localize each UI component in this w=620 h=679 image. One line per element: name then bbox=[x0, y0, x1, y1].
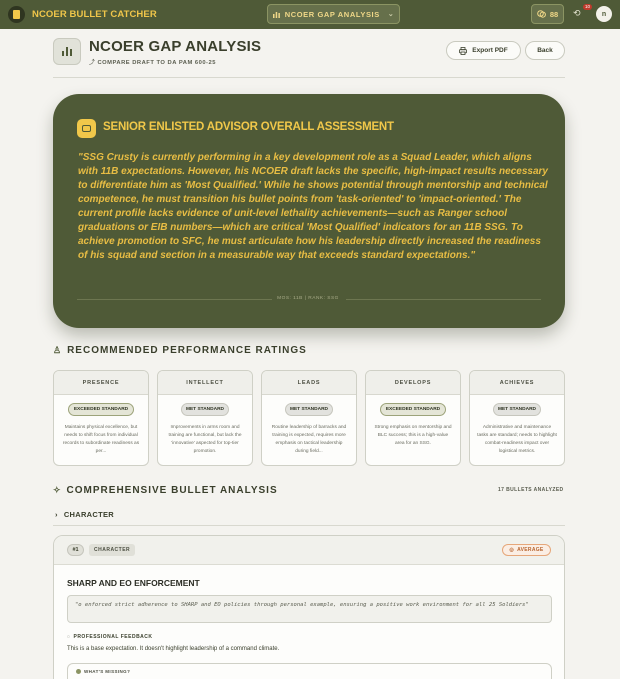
bar-chart-icon bbox=[273, 11, 280, 18]
overall-assessment-card bbox=[53, 94, 565, 328]
rating-card-intellect bbox=[157, 370, 253, 466]
analysis-chart-icon bbox=[53, 38, 81, 65]
rating-card-presence bbox=[53, 370, 149, 466]
feedback-heading bbox=[67, 634, 153, 640]
trend-icon: ⤴ bbox=[89, 60, 96, 66]
assessment-title: SENIOR ENLISTED ADVISOR OVERALL ASSESSMENT bbox=[103, 121, 394, 133]
award-icon: ♙ bbox=[53, 345, 63, 355]
rating-description: Maintains physical excellence, but needs to shift focus from individual records to subordinate readiness as per... bbox=[62, 425, 140, 454]
whats-missing-panel bbox=[67, 663, 552, 679]
notification-badge: 10 bbox=[585, 4, 591, 9]
rating-badge: EXCEEDED STANDARD bbox=[380, 403, 446, 416]
sparkle-icon: ✧ bbox=[53, 485, 62, 495]
ratings-section-heading bbox=[53, 345, 307, 356]
page-subtitle-text: COMPARE DRAFT TO DA PAM 600-25 bbox=[97, 60, 216, 66]
warning-circle-icon: ◎ bbox=[509, 547, 515, 553]
feedback-label: PROFESSIONAL FEEDBACK bbox=[73, 634, 153, 640]
page-subtitle bbox=[89, 57, 216, 66]
export-pdf-label: Export PDF bbox=[472, 47, 508, 54]
bullet-title: SHARP AND EO ENFORCEMENT bbox=[67, 578, 200, 588]
bullet-category-tag: CHARACTER bbox=[89, 544, 135, 556]
category-label: CHARACTER bbox=[63, 510, 115, 519]
rating-badge: MET STANDARD bbox=[285, 403, 333, 416]
category-toggle-character[interactable] bbox=[55, 510, 114, 519]
user-avatar[interactable]: n bbox=[596, 6, 612, 22]
mode-select[interactable] bbox=[267, 4, 400, 24]
chevron-right-icon: › bbox=[55, 510, 58, 519]
chevron-down-icon: ⌄ bbox=[387, 11, 395, 18]
bullet-card bbox=[53, 535, 565, 679]
ratings-section-title: RECOMMENDED PERFORMANCE RATINGS bbox=[67, 345, 307, 356]
rating-description: Strong emphasis on mentorship and BLC success; this is a high-value area for an SSG. bbox=[374, 425, 452, 446]
status-badge bbox=[502, 544, 551, 556]
back-button[interactable] bbox=[525, 41, 565, 60]
message-icon bbox=[77, 119, 96, 138]
app-title[interactable]: NCOER BULLET CATCHER bbox=[32, 9, 157, 20]
bullet-section-title: COMPREHENSIVE BULLET ANALYSIS bbox=[66, 485, 278, 496]
bullets-analyzed-count: 17 BULLETS ANALYZED bbox=[498, 487, 564, 493]
whats-missing-label: WHAT'S MISSING? bbox=[84, 669, 131, 674]
page-title: NCOER GAP ANALYSIS bbox=[89, 38, 262, 55]
credits-button[interactable] bbox=[531, 4, 564, 24]
rating-attribute: ACHIEVES bbox=[470, 371, 564, 395]
rating-description: Administrative and maintenance tasks are standard; needs to highlight combat-readiness impact over logistical metrics. bbox=[477, 425, 557, 454]
feedback-text: This is a base expectation. It doesn't highlight leadership of a command climate. bbox=[67, 646, 280, 652]
rating-attribute: DEVELOPS bbox=[366, 371, 460, 395]
mode-select-label: NCOER GAP ANALYSIS bbox=[284, 9, 380, 19]
divider bbox=[346, 299, 541, 300]
rating-description: Routine leadership of barracks and training is expected, requires more emphasis on tactical leadership during field... bbox=[271, 425, 347, 454]
back-label: Back bbox=[537, 47, 553, 54]
export-pdf-button[interactable] bbox=[446, 41, 521, 60]
rating-attribute: LEADS bbox=[262, 371, 356, 395]
rating-badge: EXCEEDED STANDARD bbox=[68, 403, 134, 416]
assessment-text: "SSG Crusty is currently performing in a key development role as a Squad Leader, which aligns with 11B expectations. However, his NCOER draft lacks the specific, high-impact results necessary to differentiate him as 'Most Qualified.' While he shows potential through mentorship and technical competence, he must transition his bullet points from 'task-oriented' to 'impact-oriented.' The current profile lacks evidence of unit-level lethality achievements—such as Ranger school graduations or EIB numbers—which are critical 'Most Qualified' indicators for an 11B SSG. To achieve promotion to SFC, he must articulate how his leadership directly increased the readiness of his squad and section in a measurable way that exceeds standard expectations." bbox=[78, 152, 548, 261]
divider bbox=[53, 77, 565, 78]
target-icon bbox=[76, 669, 81, 674]
assessment-footer: MOS: 11B | RANK: SSG bbox=[277, 296, 339, 301]
rating-card-leads bbox=[261, 370, 357, 466]
history-icon: ⟲ bbox=[573, 8, 581, 18]
bullet-quote: "o enforced strict adherence to SHARP and EO policies through personal example, ensuring a positive work environment for all 25 Soldiers" bbox=[67, 595, 552, 623]
rating-attribute: PRESENCE bbox=[54, 371, 148, 395]
app-logo-icon[interactable] bbox=[8, 6, 25, 23]
bullet-number: #1 bbox=[67, 544, 84, 556]
rating-badge: MET STANDARD bbox=[493, 403, 541, 416]
rating-attribute: INTELLECT bbox=[158, 371, 252, 395]
history-button[interactable] bbox=[573, 4, 591, 22]
rating-card-develops bbox=[365, 370, 461, 466]
rating-card-achieves bbox=[469, 370, 565, 466]
divider bbox=[77, 299, 272, 300]
status-label: AVERAGE bbox=[517, 547, 544, 553]
divider bbox=[53, 525, 565, 526]
rating-description: Improvements in arms room and training are functional, but lack the 'innovative' aspected for top-tier promotion. bbox=[168, 425, 242, 454]
rating-badge: MET STANDARD bbox=[181, 403, 229, 416]
printer-icon bbox=[459, 47, 467, 55]
bullet-card-header bbox=[54, 536, 564, 565]
comment-icon: ◌ bbox=[67, 634, 71, 640]
credits-count: 88 bbox=[549, 9, 559, 19]
coins-icon bbox=[537, 10, 546, 18]
bullet-section-heading bbox=[53, 485, 278, 496]
whats-missing-heading bbox=[76, 669, 130, 674]
